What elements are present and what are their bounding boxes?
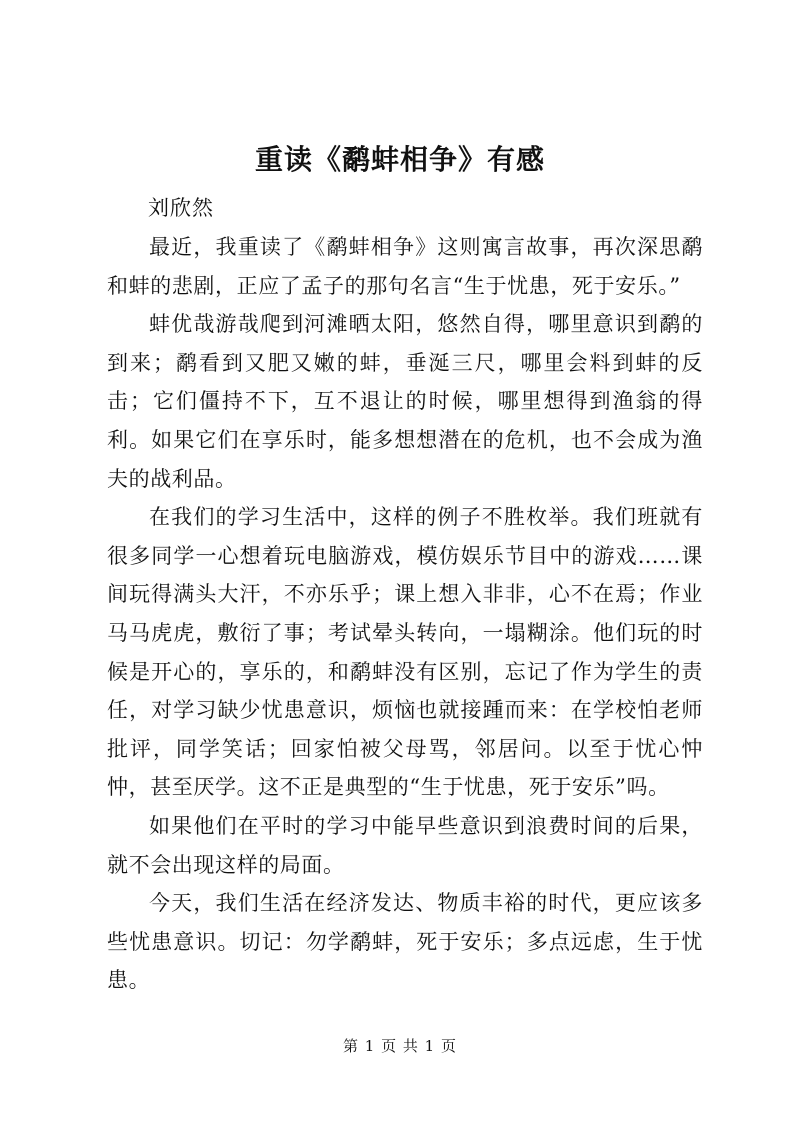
- paragraph-3: 在我们的学习生活中，这样的例子不胜枚举。我们班就有很多同学一心想着玩电脑游戏，模仿娱乐节目中的游戏……课间玩得满头大汗，不亦乐乎；课上想入非非，心不在焉；作业马马虎虎，敷衍了事；考试晕头转向，一塌糊涂。他们玩的时候是开心的，享乐的，和鹬蚌没有区别，忘记了作为学生的责任，对学习缺少忧患意识，烦恼也就接踵而来：在学校怕老师批评，同学笑话；回家怕被父母骂，邻居问。以至于忧心忡忡，甚至厌学。这不正是典型的“生于忧患，死于安乐”吗。: [107, 505, 703, 800]
- paragraph-2: 蚌优哉游哉爬到河滩晒太阳，悠然自得，哪里意识到鹬的到来；鹬看到又肥又嫩的蚌，垂涎三尺，哪里会料到蚌的反击；它们僵持不下，互不退让的时候，哪里想得到渔翁的得利。如果它们在享乐时，能多想想潜在的危机，也不会成为渔夫的战利品。: [107, 312, 703, 491]
- document-title: 重读《鹬蚌相争》有感: [254, 143, 545, 176]
- paragraph-5: 今天，我们生活在经济发达、物质丰裕的时代，更应该多些忧患意识。切记：勿学鹬蚌，死于安乐；多点远虑，生于忧患。: [107, 891, 703, 993]
- page-number-footer: 第 1 页 共 1 页: [343, 1037, 457, 1055]
- paragraph-1: 最近，我重读了《鹬蚌相争》这则寓言故事，再次深思鹬和蚌的悲剧，正应了孟子的那句名言“生于忧患，死于安乐。”: [107, 235, 703, 298]
- document-body: [107, 228, 703, 1000]
- paragraph-4: 如果他们在平时的学习中能早些意识到浪费时间的后果，就不会出现这样的局面。: [107, 813, 703, 877]
- document-author: 刘欣然: [148, 196, 214, 220]
